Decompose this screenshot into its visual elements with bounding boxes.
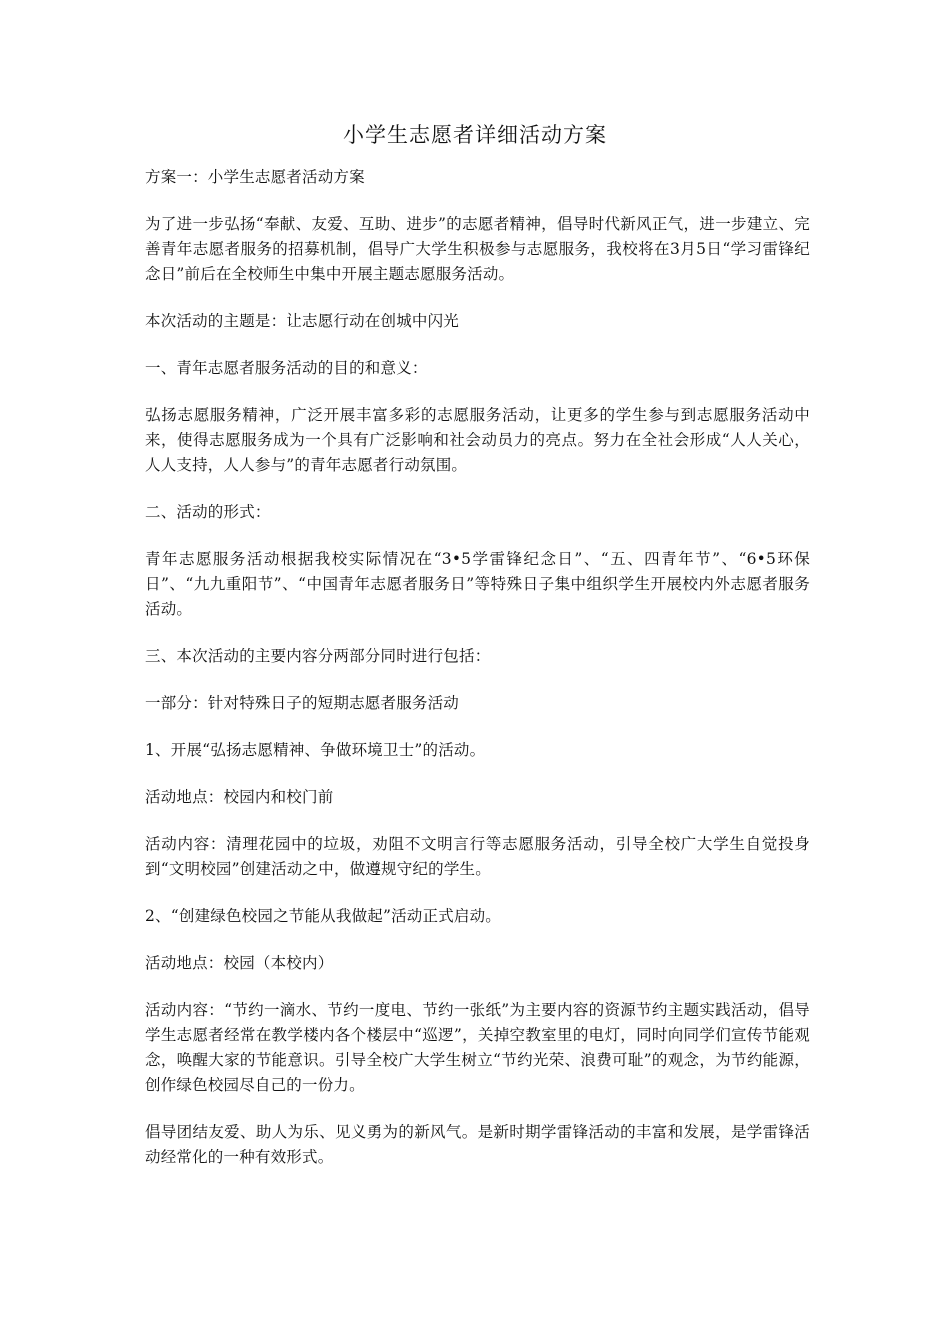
paragraph: 弘扬志愿服务精神，广泛开展丰富多彩的志愿服务活动，让更多的学生参与到志愿服务活动中来，使得志愿服务成为一个具有广泛影响和社会动员力的亮点。努力在全社会形成“人人关心，人人支持，人人参与”的青年志愿者行动氛围。: [145, 406, 810, 474]
paragraph: 为了进一步弘扬“奉献、友爱、互助、进步”的志愿者精神，倡导时代新风正气，进一步建立、完善青年志愿者服务的招募机制，倡导广大学生积极参与志愿服务，我校将在3月5日“学习雷锋纪念日”前后在全校师生中集中开展主题志愿服务活动。: [145, 215, 810, 283]
paragraph: 倡导团结友爱、助人为乐、见义勇为的新风气。是新时期学雷锋活动的丰富和发展，是学雷锋活动经常化的一种有效形式。: [145, 1123, 810, 1166]
paragraph: 活动内容：清理花园中的垃圾，劝阻不文明言行等志愿服务活动，引导全校广大学生自觉投身到“文明校园”创建活动之中，做遵规守纪的学生。: [145, 835, 810, 878]
paragraph: 活动内容：“节约一滴水、节约一度电、节约一张纸”为主要内容的资源节约主题实践活动，倡导学生志愿者经常在教学楼内各个楼层中“巡逻”，关掉空教室里的电灯，同时向同学们宣传节能观念，唤醒大家的节能意识。引导全校广大学生树立“节约光荣、浪费可耻”的观念，为节约能源，创作绿色校园尽自己的一份力。: [145, 1001, 810, 1094]
list-item: 2、“创建绿色校园之节能从我做起”活动正式启动。: [145, 907, 502, 925]
section-heading: 二、活动的形式：: [145, 503, 271, 521]
paragraph: 青年志愿服务活动根据我校实际情况在“3•5学雷锋纪念日”、“五、四青年节”、“6•5环保日”、“九九重阳节”、“中国青年志愿者服务日”等特殊日子集中组织学生开展校内外志愿者服务活动。: [145, 550, 810, 618]
document-title: 小学生志愿者详细活动方案: [343, 123, 607, 147]
list-item: 1、开展“弘扬志愿精神、争做环境卫士”的活动。: [145, 741, 486, 759]
paragraph: 活动地点：校园（本校内）: [145, 954, 334, 972]
document-body: [145, 165, 810, 1192]
paragraph: 一部分：针对特殊日子的短期志愿者服务活动: [145, 694, 460, 712]
section-heading: 一、青年志愿者服务活动的目的和意义：: [145, 359, 428, 377]
section-heading: 三、本次活动的主要内容分两部分同时进行包括：: [145, 647, 491, 665]
paragraph: 方案一：小学生志愿者活动方案: [145, 168, 365, 186]
paragraph: 活动地点：校园内和校门前: [145, 788, 334, 806]
paragraph: 本次活动的主题是：让志愿行动在创城中闪光: [145, 312, 460, 330]
